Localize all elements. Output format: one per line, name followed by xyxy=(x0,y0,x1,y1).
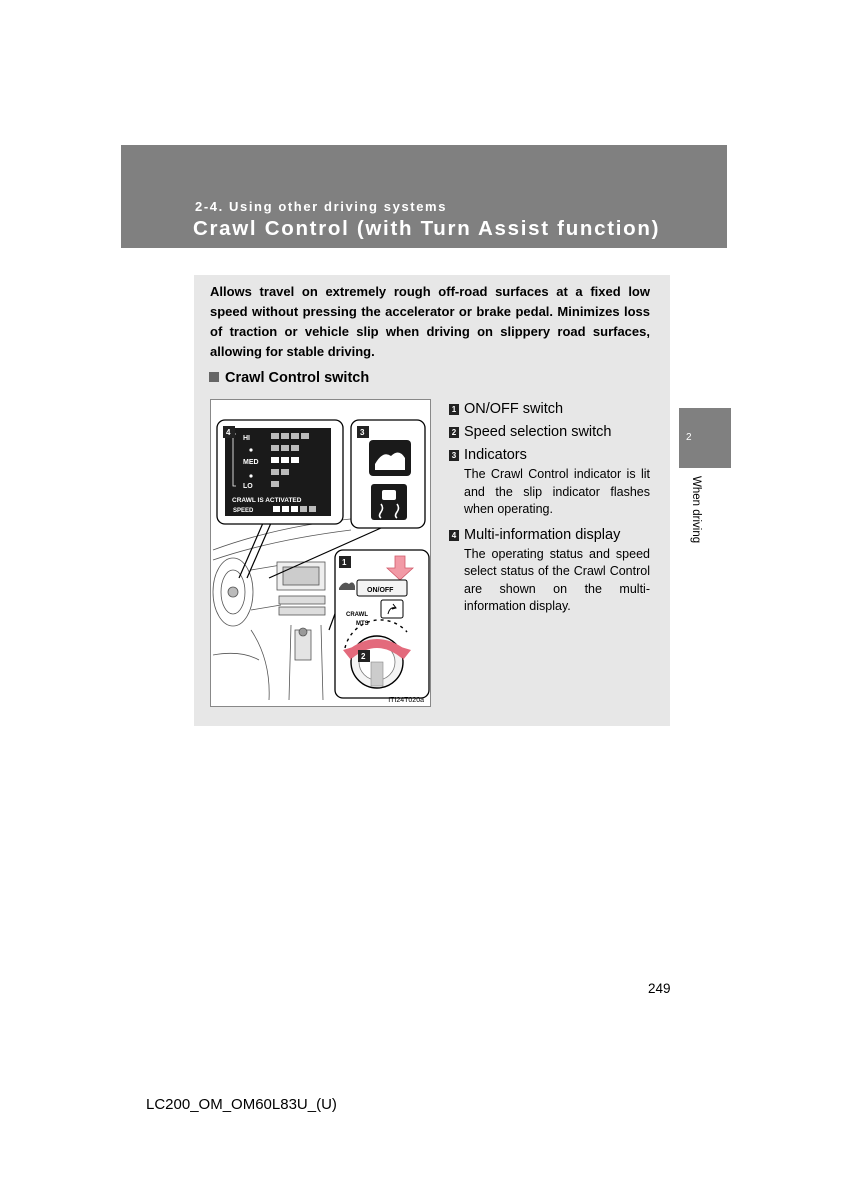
legend-label: Indicators xyxy=(464,447,527,463)
legend-label: Speed selection switch xyxy=(464,424,612,440)
square-bullet-icon xyxy=(209,372,219,382)
footer-code: LC200_OM_OM60L83U_(U) xyxy=(146,1096,337,1113)
legend-number: 3 xyxy=(449,450,459,461)
callout-legend xyxy=(449,400,650,616)
content-panel xyxy=(194,275,670,726)
page-title: Crawl Control (with Turn Assist function) xyxy=(193,217,661,240)
callout-3: 3 xyxy=(360,428,365,437)
display-activated-text: CRAWL IS ACTIVATED xyxy=(232,497,302,504)
page-number: 249 xyxy=(648,981,671,996)
subheading-text: Crawl Control switch xyxy=(225,370,370,386)
slip-indicator-icon xyxy=(371,484,407,520)
figure-id: ITI24T020a xyxy=(388,697,424,704)
display-hi-label: HI xyxy=(243,435,250,442)
legend-label: ON/OFF switch xyxy=(464,401,564,417)
callout-1: 1 xyxy=(342,558,347,567)
switch-mts-label: MTS xyxy=(356,621,369,627)
chapter-tab-number: 2 xyxy=(686,432,692,443)
display-speed-label: SPEED xyxy=(233,508,254,514)
legend-item-3 xyxy=(449,446,650,469)
legend-description-4: The operating status and speed select status of the Crawl Control are shown on the multi-information display. xyxy=(464,546,650,613)
section-label: 2-4. Using other driving systems xyxy=(195,199,448,214)
onoff-switch-label: ON/OFF xyxy=(367,587,394,594)
legend-label: Multi-information display xyxy=(464,526,621,543)
display-lo-label: LO xyxy=(243,483,253,490)
crawl-control-figure xyxy=(210,399,431,707)
callout-2: 2 xyxy=(361,652,366,661)
display-med-label: MED xyxy=(243,459,259,466)
chapter-tab xyxy=(679,408,731,468)
legend-item-4 xyxy=(449,526,650,549)
crawl-control-illustration xyxy=(211,400,430,706)
legend-description-3: The Crawl Control indicator is lit and the slip indicator flashes when operating. xyxy=(464,467,650,516)
callout-4: 4 xyxy=(226,428,231,437)
switch-crawl-label: CRAWL xyxy=(346,612,368,618)
legend-number: 1 xyxy=(449,404,459,415)
intro-paragraph: Allows travel on extremely rough off-road surfaces at a fixed low speed without pressing the accelerator or brake pedal. Minimizes loss of traction or vehicle slip when driving on slippery road surfaces, allowing for stable driving. xyxy=(210,284,650,359)
chapter-header xyxy=(121,145,727,248)
legend-number: 4 xyxy=(449,530,459,541)
legend-number: 2 xyxy=(449,427,459,438)
legend-item-1 xyxy=(449,400,650,423)
subheading xyxy=(209,370,369,386)
legend-item-2 xyxy=(449,423,650,446)
chapter-side-label: When driving xyxy=(690,476,702,544)
